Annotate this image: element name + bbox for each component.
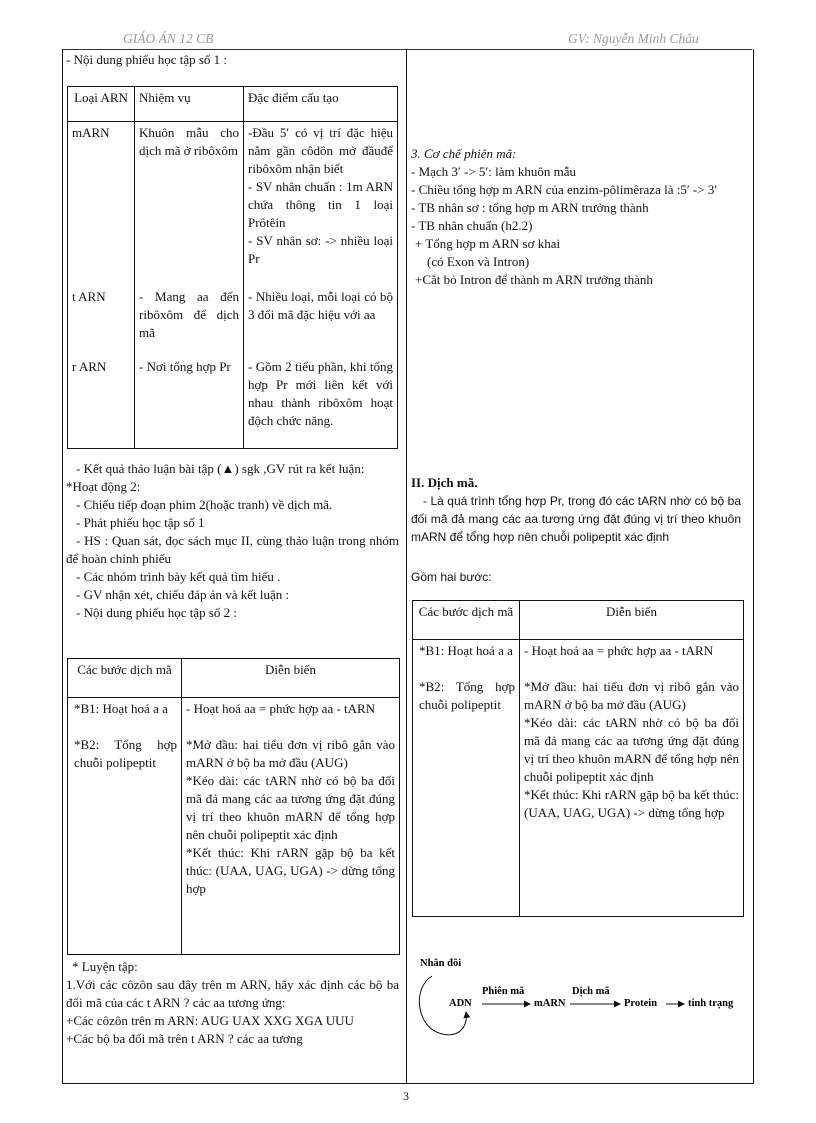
t3-step-2: *B2: Tổng hợp chuỗi polipeptit <box>419 679 515 712</box>
t3-desc-2a: *Mở đầu: hai tiểu đơn vị ribô gắn vào mARN ở bộ ba mở đầu (AUG) <box>524 679 739 712</box>
t3-descriptions <box>520 640 744 917</box>
central-dogma-diagram <box>412 948 748 1048</box>
practice-block <box>66 958 399 1048</box>
t3-step-1: *B1: Hoạt hoá a a <box>419 643 513 658</box>
t3-desc-2b: *Kéo dài: các tARN nhờ có bộ ba đối mã đả mang các aa tương ứng đặt đúng vị trí theo khuôn mARN để tổng hợp nên chuỗi polipeptit xác định <box>524 715 739 784</box>
section-2-two-steps: Gồm hai bước: <box>411 570 492 584</box>
t2-step-2: *B2: Tổng hợp chuỗi polipeptit <box>74 737 177 770</box>
worksheet-1-table <box>67 86 398 449</box>
left-para-2: *Hoạt động 2: <box>66 479 141 494</box>
mech-6: (có Exon và Intron) <box>427 254 530 269</box>
label-trait: tính trạng <box>688 998 734 1009</box>
t2-header-desc: Diễn biến <box>182 659 400 698</box>
practice-q1: 1.Với các côzôn sau đây trên m ARN, hãy xác định các bộ ba đối mã của các t ARN ? các aa tương ứng: <box>66 977 399 1010</box>
t1-mrna-f1: -Đầu 5′ có vị trí đặc hiệu nằm gần côdôn mở đầuđể ribôxôm nhận biết <box>248 125 393 176</box>
mechanism-list <box>411 163 741 289</box>
t3-header-step: Các bước dịch mã <box>413 601 520 640</box>
t2-descriptions <box>182 698 400 955</box>
left-para-6: - Các nhóm trình bày kết quả tìm hiểu . <box>76 569 281 584</box>
t1-row-trna-feature: - Nhiều loại, mỗi loại có bộ 3 đối mã đặc hiệu với aa <box>244 286 398 356</box>
t1-row-mrna-feature <box>244 122 398 287</box>
t2-step-1: *B1: Hoạt hoá a a <box>74 701 168 716</box>
left-paragraphs <box>66 460 399 622</box>
t1-header-feature: Đặc điểm cấu tạo <box>244 87 398 122</box>
left-para-4: - Phát phiếu học tập số 1 <box>76 515 205 530</box>
worksheet-2-table <box>67 658 400 955</box>
left-para-8: - Nội dung phiếu học tập số 2 : <box>76 605 238 620</box>
t2-header-step: Các bước dịch mã <box>68 659 182 698</box>
t1-row-mrna-type: mARN <box>68 122 135 287</box>
t2-desc-2a: *Mở đầu: hai tiểu đơn vị ribô gắn vào mARN ở bộ ba mở đầu (AUG) <box>186 737 395 770</box>
mech-3: - TB nhân sơ : tổng hợp m ARN trưởng thành <box>411 200 649 215</box>
practice-title: * Luyện tập: <box>72 959 138 974</box>
mechanism-title: 3. Cơ chế phiên mã: <box>411 146 517 161</box>
t3-header-desc: Diễn biến <box>520 601 744 640</box>
t2-steps <box>68 698 182 955</box>
t3-desc-2c: *Kết thúc: Khi rARN gặp bộ ba kết thúc: (UAA, UAG, UGA) -> dừng tổng hợp <box>524 787 739 820</box>
t1-row-rrna-task: - Nơi tổng hợp Pr <box>135 356 244 449</box>
t3-desc-1: - Hoạt hoá aa = phức hợp aa - tARN <box>524 643 714 658</box>
left-para-7: - GV nhận xét, chiếu đáp án và kết luận : <box>76 587 290 602</box>
label-protein: Protein <box>624 998 658 1009</box>
left-para-1: - Kết quả thảo luận bài tập (▲) sgk ,GV rút ra kết luận: <box>76 461 365 476</box>
label-selfdup: Nhân đôi <box>420 958 462 969</box>
mech-5: + Tổng hợp m ARN sơ khai <box>415 236 561 251</box>
mech-7: +Cắt bỏ Intron để thành m ARN trưởng thành <box>415 272 653 287</box>
section-2-title: II. Dịch mã. <box>411 475 478 490</box>
page-number: 3 <box>403 1089 409 1103</box>
t2-desc-2c: *Kết thúc: Khi rARN gặp bộ ba kết thúc: (UAA, UAG, UGA) -> dừng tổng hợp <box>186 845 395 896</box>
header-left: GIÁO ÁN 12 CB <box>123 31 214 46</box>
mech-1: - Mạch 3′ -> 5′: làm khuôn mẫu <box>411 164 577 179</box>
practice-anticodons: +Các bộ ba đối mã trên t ARN ? các aa tương <box>66 1031 303 1046</box>
mech-4: - TB nhân chuẩn (h2.2) <box>411 218 533 233</box>
t1-mrna-f2: - SV nhân chuẩn : 1m ARN chứa thông tin 1 loại Prôtêin <box>248 179 393 230</box>
label-dna: ADN <box>449 998 472 1009</box>
t1-row-mrna-task: Khuôn mẫu cho dịch mã ở ribôxôm <box>135 122 244 287</box>
t2-desc-2b: *Kéo dài: các tARN nhờ có bộ ba đối mã đả mang các aa tương ứng đặt đúng vị trí theo khuôn mARN để tổng hợp nên chuỗi polipeptit xác định <box>186 773 395 842</box>
header-right: GV: Nguyễn Minh Châu <box>568 31 699 46</box>
t1-row-trna-task: - Mang aa đến ribôxôm để dịch mã <box>135 286 244 356</box>
column-divider <box>406 49 407 1083</box>
label-mrna: mARN <box>534 998 566 1009</box>
label-translation: Dịch mã <box>572 986 610 997</box>
t3-steps <box>413 640 520 917</box>
t1-row-rrna-feature: - Gồm 2 tiểu phần, khi tổng hợp Pr mới liên kết với nhau thành ribôxôm hoạt độch chức năng. <box>244 356 398 449</box>
section-2-text: - Là quá trình tổng hợp Pr, trong đó các tARN nhờ có bộ ba đối mã đả mang các aa tương ứng đặt đúng vị trí theo khuôn mARN để tổng hợp nên chuỗi polipeptit xác định <box>411 494 741 544</box>
t1-mrna-f3: - SV nhân sơ: -> nhiều loại Pr <box>248 233 393 266</box>
t1-header-type: Loại ARN <box>68 87 135 122</box>
mech-2: - Chiều tổng hợp m ARN của enzim-pôlimêraza là :5′ -> 3′ <box>411 182 718 197</box>
t1-row-trna-type: t ARN <box>68 286 135 356</box>
t1-header-task: Nhiệm vụ <box>135 87 244 122</box>
practice-codons: +Các côzôn trên m ARN: AUG UAX XXG XGA UUU <box>66 1013 354 1028</box>
left-para-3: - Chiếu tiếp đoạn phim 2(hoặc tranh) về dịch mã. <box>76 497 333 512</box>
t2-desc-1: - Hoạt hoá aa = phức hợp aa - tARN <box>186 701 376 716</box>
left-para-5: - HS : Quan sát, đọc sách mục II, cùng thảo luận trong nhóm để hoàn chỉnh phiếu <box>66 533 399 566</box>
t1-row-rrna-type: r ARN <box>68 356 135 449</box>
label-transcription: Phiên mã <box>482 986 525 997</box>
translation-steps-table <box>412 600 744 917</box>
intro-line: - Nội dung phiếu học tập số 1 : <box>66 52 228 67</box>
